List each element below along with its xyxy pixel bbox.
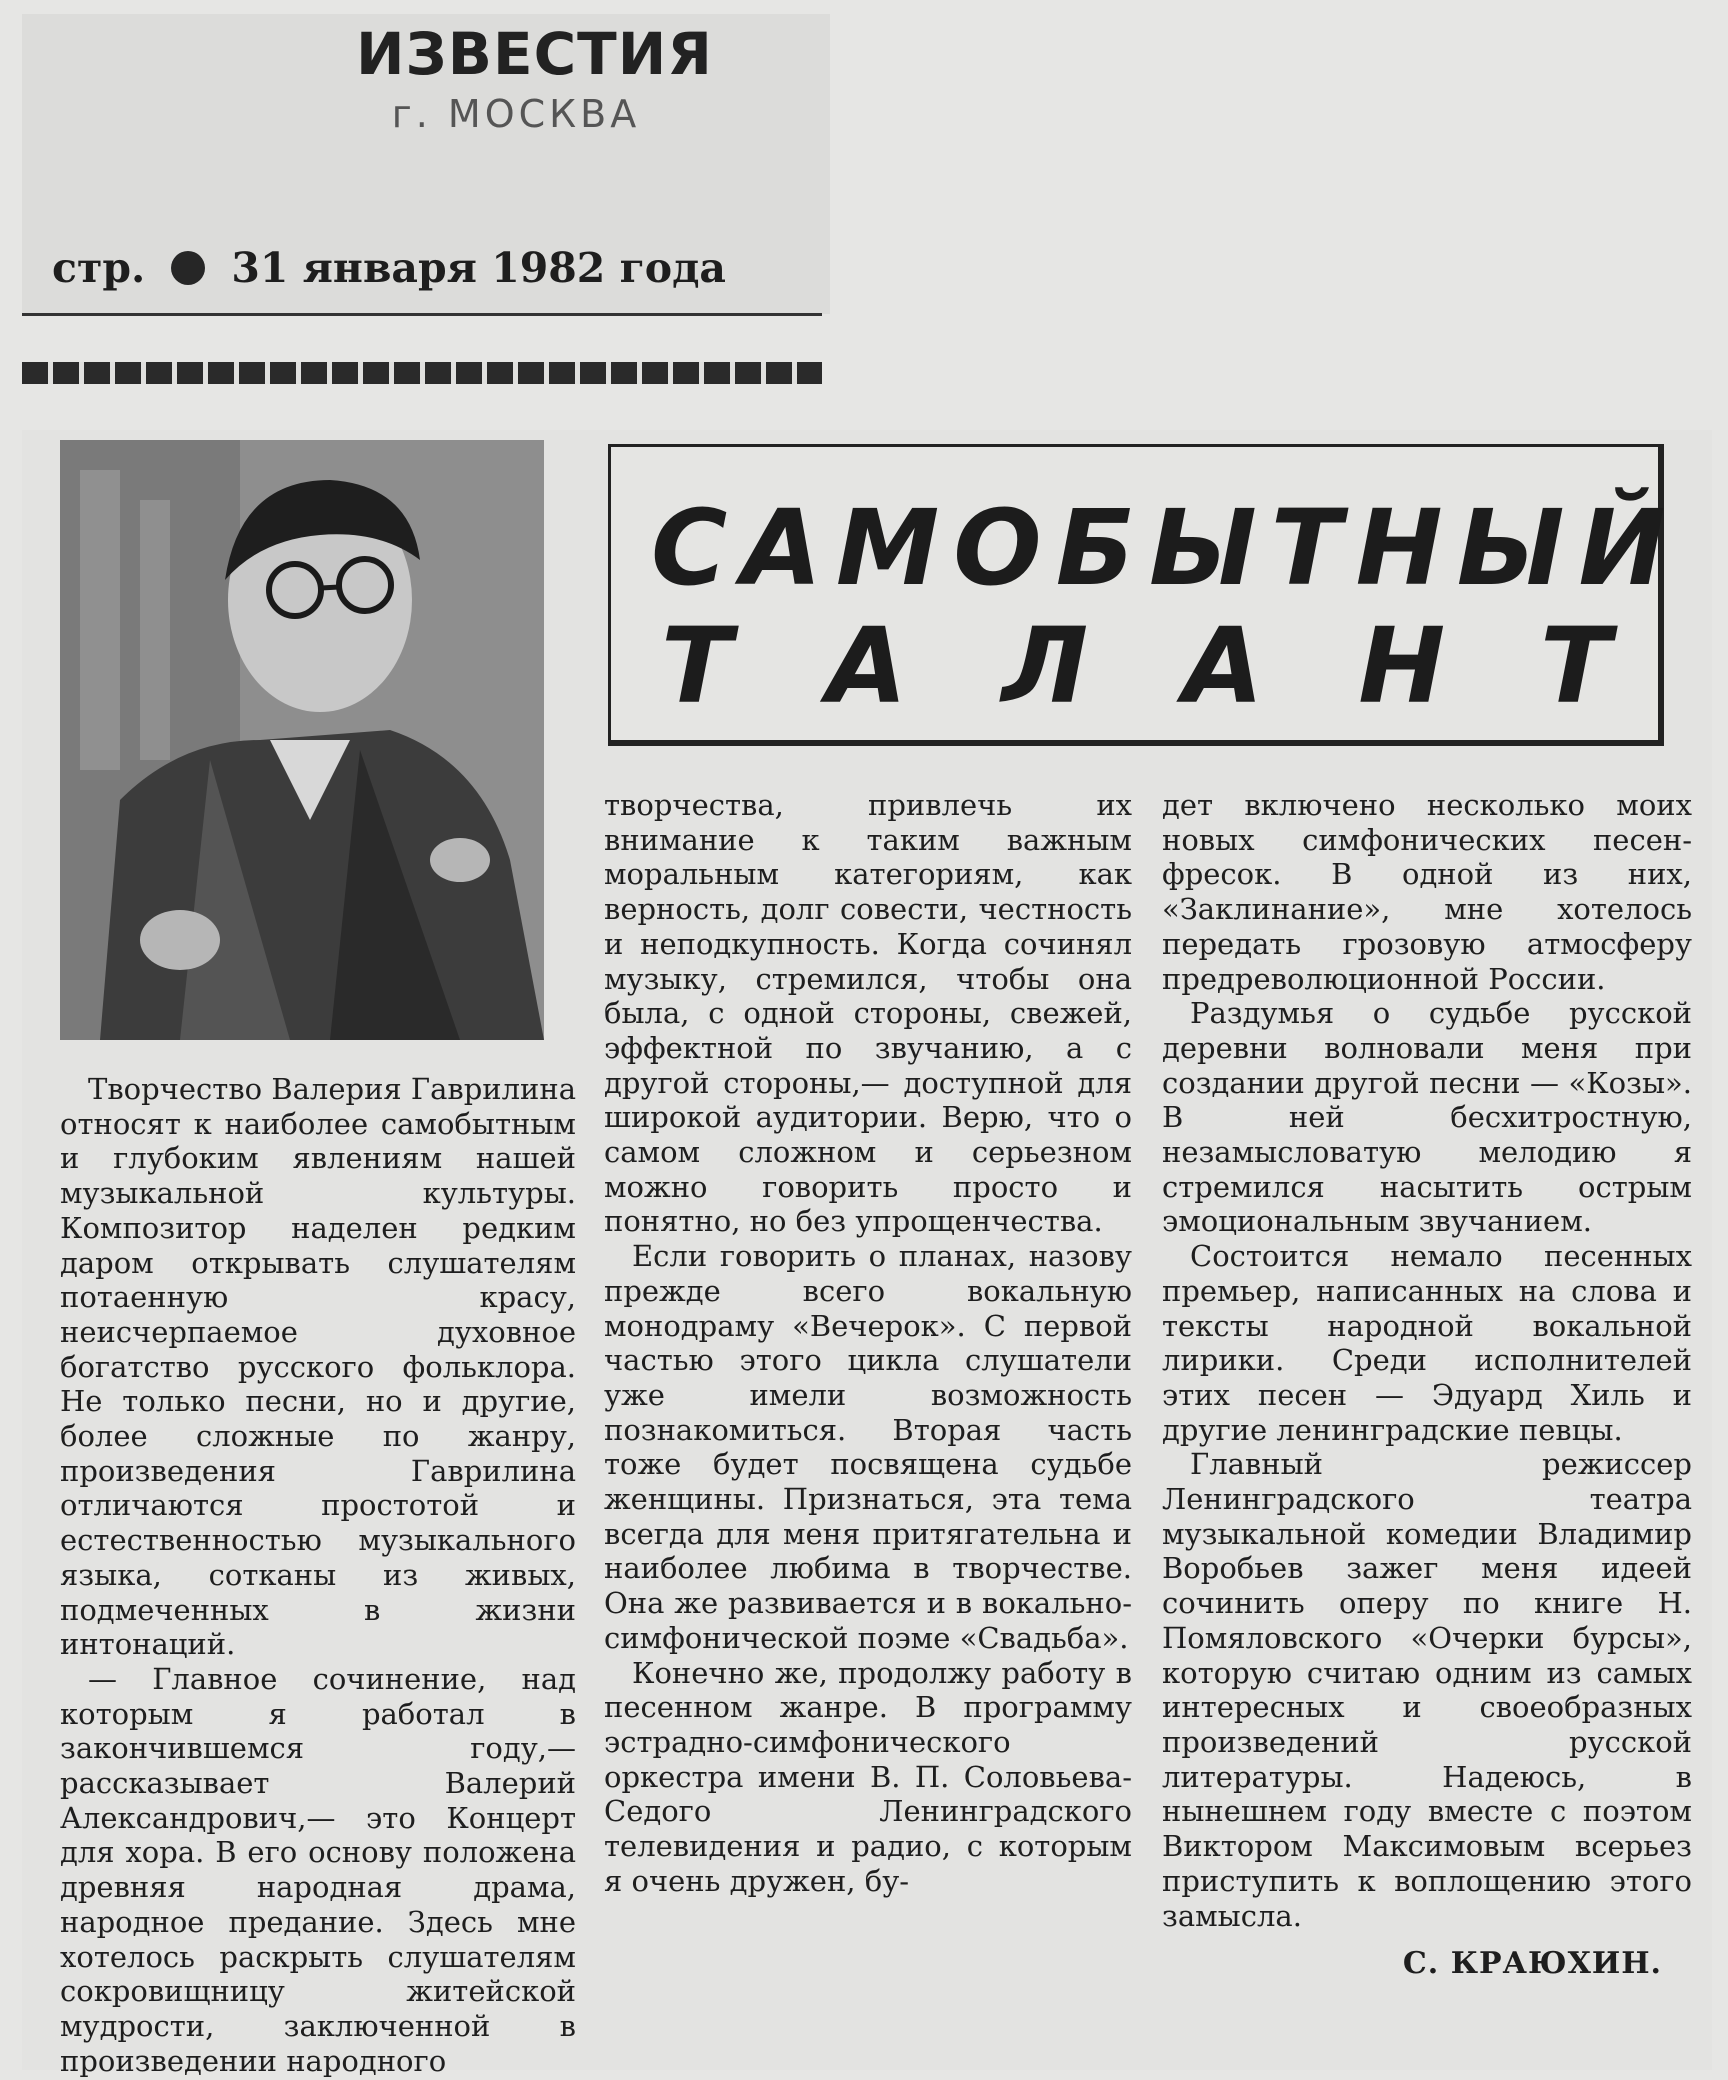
article-column-3	[1162, 788, 1692, 1982]
dateline	[52, 238, 812, 298]
article-paragraph: дет включено несколько моих новых симфонических песен-фресок. В одной из них, «Заклинание», мне хотелось передать грозовую атмосферу предреволюционной России.	[1162, 788, 1692, 996]
headline-letter: Л	[1001, 605, 1089, 727]
composer-photo	[60, 440, 544, 1040]
publication-date: 31 января 1982 года	[231, 244, 726, 292]
headline-letter: А	[1183, 605, 1264, 727]
article-column-1	[60, 1072, 576, 2078]
headline-letter: Т	[661, 605, 732, 727]
article-paragraph: творчества, привлечь их внимание к таким важным моральным категориям, как верность, долг совести, честность и неподкупность. Когда сочинял музыку, стремился, чтобы она была, с одной стороны, свежей, эффектной по звучанию, а с другой стороны,— доступной для широкой аудитории. Верю, что о самом сложном и серьезном можно говорить просто и понятно, но без упрощенчества.	[604, 788, 1132, 1239]
article-paragraph: Главный режиссер Ленинградского театра музыкальной комедии Владимир Воробьев зажег меня идеей сочинить оперу по книге Н. Помяловского «Очерки бурсы», которую считаю одним из самых интересных и своеобразных произведений русской литературы. Надеюсь, в нынешнем году вместе с поэтом Виктором Максимовым всерьез приступить к воплощению этого замысла.	[1162, 1447, 1692, 1933]
stamp-city: г. МОСКВА	[391, 92, 641, 136]
divider-line	[22, 313, 822, 316]
article-column-2	[604, 788, 1132, 1899]
article-paragraph: Состоится немало песенных премьер, написанных на слова и тексты народной вокальной лирики. Среди исполнителей этих песен — Эдуард Хиль и другие ленинградские певцы.	[1162, 1239, 1692, 1447]
headline-letter: Н	[1358, 605, 1446, 727]
portrait-illustration	[60, 440, 544, 1040]
article-paragraph: Творчество Валерия Гаврилина относят к наиболее самобытным и глубоким явлениям нашей музыкальной культуры. Композитор наделен редким даром открывать слушателям потаенную красу, неисчерпаемое духовное богатство русского фольклора. Не только песни, но и другие, более сложные по жанру, произведения Гаврилина отличаются простотой и естественностью музыкального языка, сотканы из живых, подмеченных в жизни интонаций.	[60, 1072, 576, 1662]
headline-line-1: САМОБЫТНЫЙ	[651, 487, 1680, 609]
headline-letter: А	[826, 605, 908, 727]
bullet-dot-icon	[171, 251, 205, 285]
article-paragraph: Раздумья о судьбе русской деревни волновали меня при создании другой песни — «Козы». В ней бесхитростную, незамысловатую мелодию я стремился насытить острым эмоциональным звучанием.	[1162, 996, 1692, 1239]
newspaper-stamp	[356, 20, 713, 140]
dashed-divider	[22, 362, 822, 384]
headline-line-2	[661, 605, 1611, 727]
article-paragraph: — Главное сочинение, над которым я работал в закончившемся году,— рассказывает Валерий Александрович,— это Концерт для хора. В его основу положена древняя народная драма, народное предание. Здесь мне хотелось раскрыть слушателям сокровищницу житейской мудрости, заключенной в произведении народного	[60, 1661, 576, 2078]
article-paragraph: Конечно же, продолжу работу в песенном жанре. В программу эстрадно-симфонического оркестра имени В. П. Соловьева-Седого Ленинградского телевидения и радио, с которым я очень дружен, бу-	[604, 1655, 1132, 1898]
article-paragraph: Если говорить о планах, назову прежде всего вокальную монодраму «Вечерок». С первой частью этого цикла слушатели уже имели возможность познакомиться. Вторая часть тоже будет посвящена судьбе женщины. Признаться, эта тема всегда для меня притягательна и наиболее любима в творчестве. Она же развивается и в вокально-симфонической поэме «Свадьба».	[604, 1239, 1132, 1655]
page-label: стр.	[52, 244, 146, 292]
author-signature: С. КРАЮХИН.	[1402, 1946, 1662, 1982]
headline-letter: Т	[1539, 605, 1611, 727]
stamp-newspaper-name: ИЗВЕСТИЯ	[356, 20, 713, 88]
headline-box	[608, 444, 1680, 746]
